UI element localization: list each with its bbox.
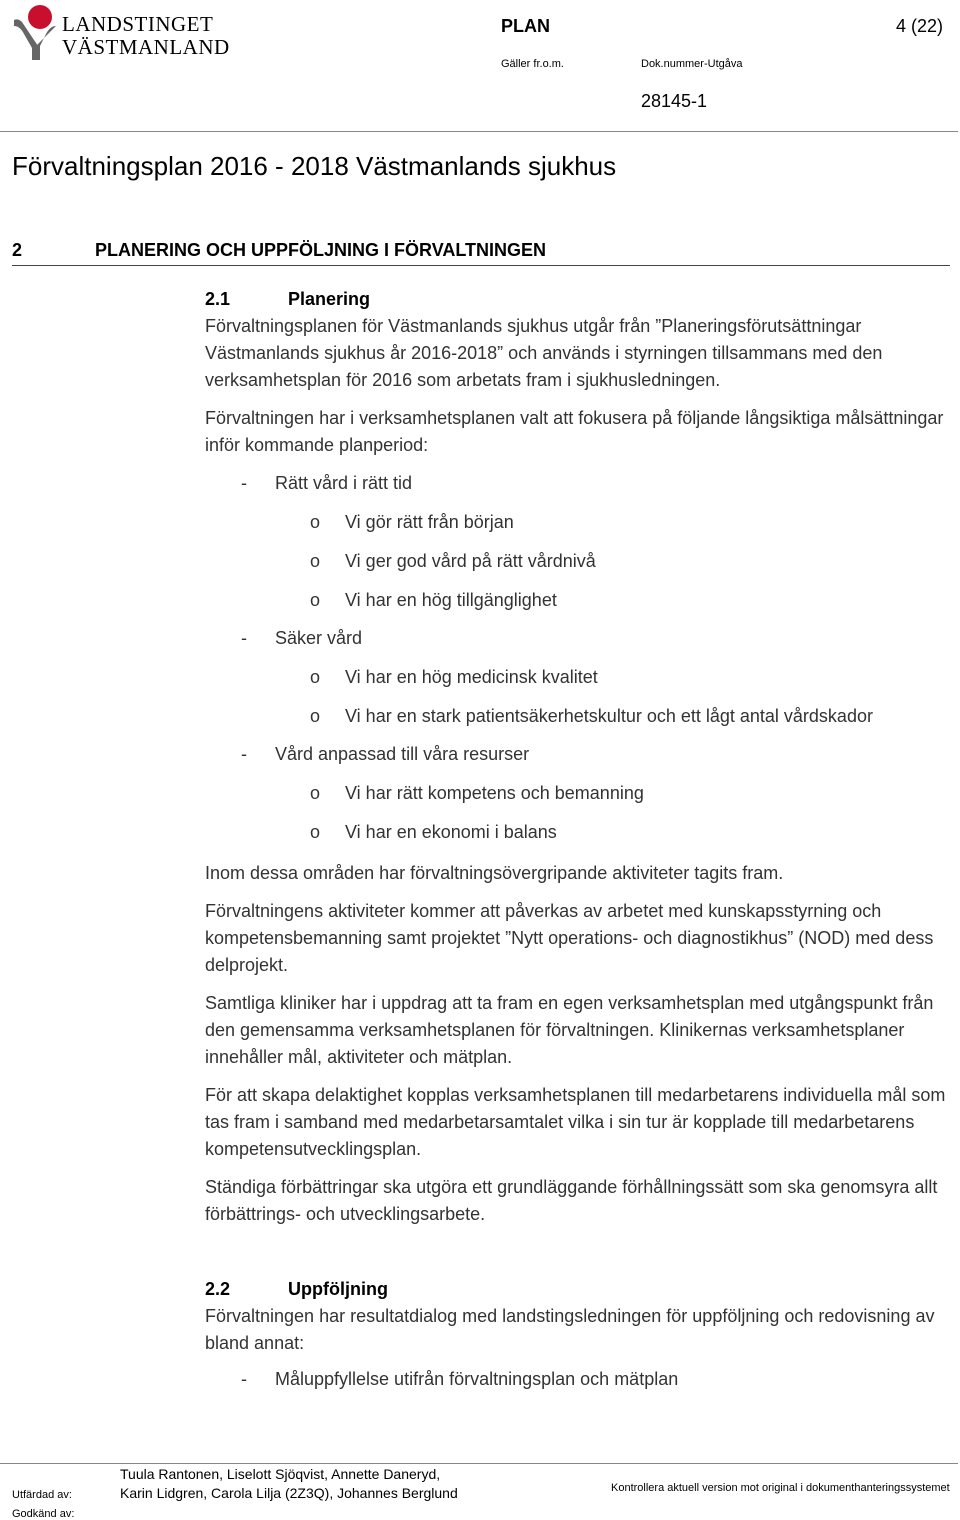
circle-bullet: o <box>310 551 321 571</box>
doc-number-label: Dok.nummer-Utgåva <box>641 58 743 70</box>
subsection-number: 2.2 <box>205 1279 231 1299</box>
dash-bullet: - <box>241 473 247 493</box>
goal-item: Vi har en hög tillgänglighet <box>345 590 557 610</box>
circle-bullet: o <box>310 590 321 610</box>
subsection-heading <box>205 1276 955 1303</box>
version-notice: Kontrollera aktuell version mot original i dokumenthanteringssystemet <box>611 1482 950 1494</box>
goal-item: Vi har en ekonomi i balans <box>345 822 557 842</box>
circle-bullet: o <box>310 667 321 687</box>
goal-item: Vi har en hög medicinsk kvalitet <box>345 667 598 687</box>
dash-bullet: - <box>241 628 247 648</box>
section-number: 2 <box>12 240 23 260</box>
paragraph-group <box>205 860 955 1228</box>
logo-icon <box>12 4 58 60</box>
paragraph: Förvaltningen har resultatdialog med landstingsledningen för uppföljning och redovisning av bland annat: <box>205 1306 935 1353</box>
paragraph: Förvaltningens aktiviteter kommer att påverkas av arbetet med kunskapsstyrning och kompetensbemanning samt projektet ”Nytt operations- och diagnostikhus” (NOD) med dess delprojekt. <box>205 901 934 975</box>
subsection-title: Uppföljning <box>288 1279 388 1299</box>
section-rule <box>12 265 950 266</box>
subsection-number: 2.1 <box>205 289 231 309</box>
authors-line1: Tuula Rantonen, Liselott Sjöqvist, Annette Daneryd, <box>120 1466 441 1482</box>
circle-bullet: o <box>310 706 321 726</box>
subsection-heading <box>205 286 955 313</box>
goal-item: Vi har en stark patientsäkerhetskultur och ett lågt antal vårdskador <box>345 706 873 726</box>
document-type: PLAN <box>501 16 550 36</box>
paragraph: Förvaltningsplanen för Västmanlands sjukhus utgår från ”Planeringsförutsättningar Västmanlands sjukhus år 2016-2018” och används i styrningen tillsammans med den verksamhetsplan för 2016 som arbetats fram i sjukhusledningen. <box>205 316 883 390</box>
logo-line1: LANDSTINGET <box>62 12 214 36</box>
goal-item: Vi har rätt kompetens och bemanning <box>345 783 644 803</box>
dash-bullet: - <box>241 1369 247 1389</box>
paragraph: För att skapa delaktighet kopplas verksamhetsplanen till medarbetarens individuella mål som tas fram i samband med medarbetarsamtalet vilka i sin tur är kopplade till medarbetarens kompetensutvecklingsplan. <box>205 1085 946 1159</box>
paragraph: Inom dessa områden har förvaltningsövergripande aktiviteter tagits fram. <box>205 863 784 883</box>
paragraph: Samtliga kliniker har i uppdrag att ta fram en egen verksamhetsplan med utgångspunkt från den gemensamma verksamhetsplanen för förvaltningen. Klinikernas verksamhetsplaner innehåller mål, aktiviteter och mätplan. <box>205 993 934 1067</box>
approved-by-label: Godkänd av: <box>12 1508 75 1520</box>
subsection-planering <box>205 286 955 459</box>
footer-rule <box>0 1463 958 1464</box>
valid-from-label: Gäller fr.o.m. <box>501 58 564 70</box>
dash-bullet: - <box>241 744 247 764</box>
authors-line2: Karin Lidgren, Carola Lilja (2Z3Q), Johannes Berglund <box>120 1485 458 1501</box>
paragraph: Ständiga förbättringar ska utgöra ett grundläggande förhållningssätt som ska genomsyra allt förbättrings- och utvecklingsarbete. <box>205 1177 938 1224</box>
followup-item: Måluppfyllelse utifrån förvaltningsplan och mätplan <box>275 1369 679 1389</box>
issued-by-label: Utfärdad av: <box>12 1489 72 1501</box>
doc-number: 28145-1 <box>641 91 708 111</box>
goal-item: Vi gör rätt från början <box>345 512 514 532</box>
logo-line2: VÄSTMANLAND <box>62 35 230 59</box>
subsection-title: Planering <box>288 289 371 309</box>
goal-label: Vård anpassad till våra resurser <box>275 744 530 764</box>
circle-bullet: o <box>310 822 321 842</box>
goal-item: Vi ger god vård på rätt vårdnivå <box>345 551 596 571</box>
header-rule <box>0 131 958 132</box>
organization-logo <box>12 4 230 60</box>
circle-bullet: o <box>310 783 321 803</box>
section-title: PLANERING OCH UPPFÖLJNING I FÖRVALTNINGEN <box>95 240 547 260</box>
subsection-uppfoljning <box>205 1276 955 1357</box>
goal-label: Rätt vård i rätt tid <box>275 473 413 493</box>
section-heading <box>12 240 546 261</box>
circle-bullet: o <box>310 512 321 532</box>
paragraph: Förvaltningen har i verksamhetsplanen valt att fokusera på följande långsiktiga målsättningar inför kommande planperiod: <box>205 408 944 455</box>
page-number: 4 (22) <box>896 16 944 36</box>
document-title: Förvaltningsplan 2016 - 2018 Västmanlands sjukhus <box>12 151 617 181</box>
goal-label: Säker vård <box>275 628 363 648</box>
